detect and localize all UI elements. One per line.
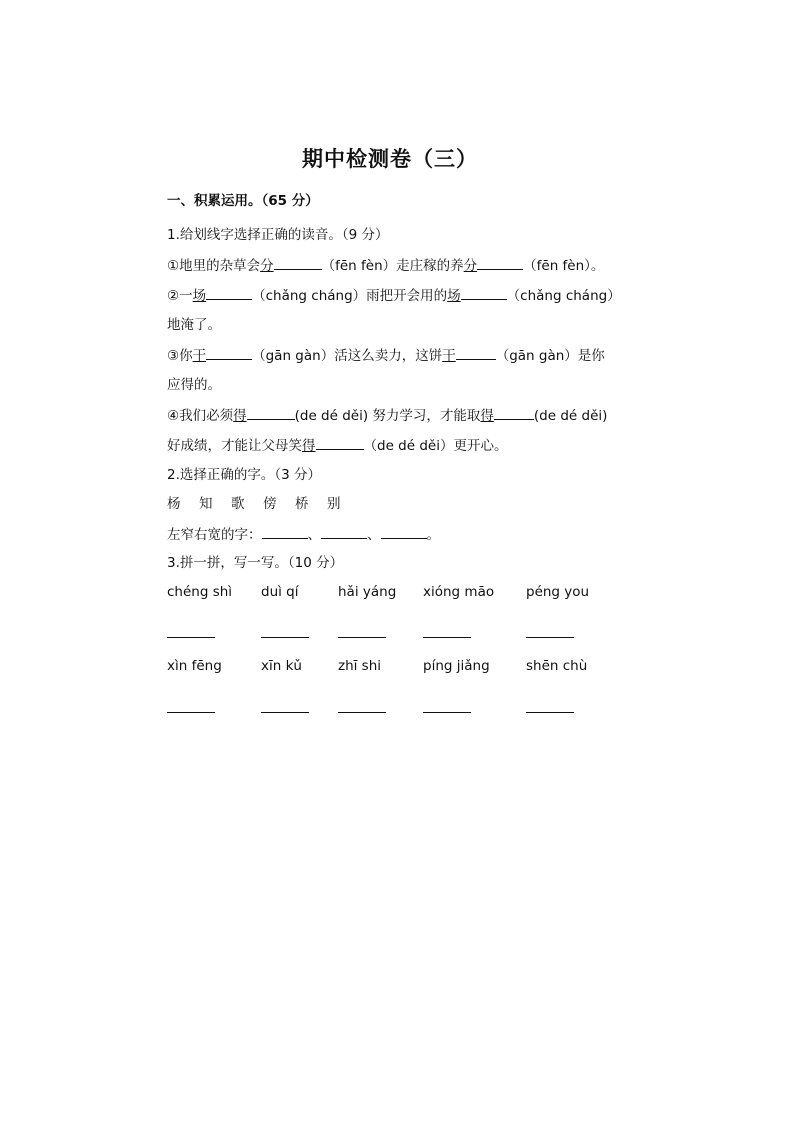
question-1-prompt: 1.给划线字选择正确的读音。（9 分） [167,227,389,243]
pinyin-prompt: hǎi yáng [338,584,397,600]
q1-item2-text: ②一 [167,288,193,304]
underlined-char: 得 [233,408,247,424]
pinyin-prompt: píng jiǎng [423,658,490,674]
q1-item-2 [167,285,621,306]
answer-blank[interactable] [338,711,386,713]
pinyin-options: (de dé děi) 努力学习，才能取 [294,408,481,424]
pinyin-prompt: xīn kǔ [261,658,302,674]
pinyin-prompt: chéng shì [167,584,233,600]
pinyin-options: （gān gàn）是你 [495,348,605,364]
pinyin-prompt: duì qí [261,584,299,600]
character-choices [167,494,359,514]
answer-blank[interactable] [526,711,574,713]
char-choice: 桥 [295,496,309,512]
q1-item1-text: ①地里的杂草会 [167,258,261,274]
pinyin-prompt: shēn chù [526,658,588,674]
question-2-prompt: 2.选择正确的字。（3 分） [167,467,322,483]
separator: 、 [367,527,381,543]
pinyin-options: （chǎng cháng） [506,288,621,304]
answer-blank[interactable] [261,636,309,638]
answer-blank[interactable] [167,636,215,638]
q1-item-1 [167,255,604,276]
underlined-char: 分 [260,258,274,274]
underlined-char: 得 [302,438,316,454]
answer-blank[interactable] [456,345,496,360]
char-choice: 别 [327,496,341,512]
answer-blank[interactable] [167,711,215,713]
pinyin-options: （fēn fèn）。 [523,258,605,274]
pinyin-options: （gān gàn）活这么卖力，这饼 [252,348,443,364]
answer-blank[interactable] [461,285,507,300]
separator: 、 [307,527,321,543]
answer-blank[interactable] [262,524,308,539]
answer-blank[interactable] [274,255,322,270]
underlined-char: 干 [442,348,456,364]
answer-blank[interactable] [321,524,367,539]
q1-item3-text: ③你 [167,348,193,364]
pinyin-prompt: xióng māo [423,584,495,600]
answer-blank[interactable] [381,524,427,539]
answer-blank[interactable] [423,636,471,638]
answer-blank[interactable] [526,636,574,638]
section-heading: 一、积累运用。（65 分） [167,193,319,209]
underlined-char: 干 [192,348,207,364]
pinyin-prompt: xìn fēng [167,658,222,674]
pinyin-prompt: zhī shi [338,658,382,674]
q1-item-4-cont [167,435,507,456]
page-title: 期中检测卷（三） [302,147,478,171]
pinyin-options: （de dé děi）更开心。 [363,438,508,454]
underlined-char: 场 [447,288,461,304]
q1-item4-text: ④我们必须 [167,408,234,424]
answer-blank[interactable] [338,636,386,638]
answer-blank[interactable] [247,405,295,420]
q1-item4-cont-text: 好成绩，才能让父母笑 [167,438,302,454]
answer-blank[interactable] [206,285,252,300]
answer-blank[interactable] [494,405,534,420]
char-choice: 傍 [263,496,277,512]
q1-item-3 [167,345,605,366]
answer-blank[interactable] [316,435,364,450]
answer-label: 左窄右宽的字： [167,527,262,543]
pinyin-options: (de dé děi) [533,408,608,424]
pinyin-options: （fēn fèn）走庄稼的养 [321,258,464,274]
q2-answer-line [167,524,440,545]
answer-blank[interactable] [477,255,523,270]
answer-blank[interactable] [423,711,471,713]
char-choice: 歌 [231,496,245,512]
q1-item-4 [167,405,607,426]
answer-blank[interactable] [206,345,252,360]
underlined-char: 场 [192,288,207,304]
question-3-prompt: 3.拼一拼，写一写。（10 分） [167,555,344,571]
pinyin-prompt: péng you [526,584,590,600]
q1-item-2-cont: 地淹了。 [167,317,221,333]
q1-item-3-cont: 应得的。 [167,377,221,393]
period: 。 [426,527,440,543]
underlined-char: 得 [480,408,494,424]
answer-blank[interactable] [261,711,309,713]
pinyin-options: （chǎng cháng）雨把开会用的 [252,288,448,304]
underlined-char: 分 [463,258,478,274]
char-choice: 知 [199,496,213,512]
char-choice: 杨 [167,496,181,512]
